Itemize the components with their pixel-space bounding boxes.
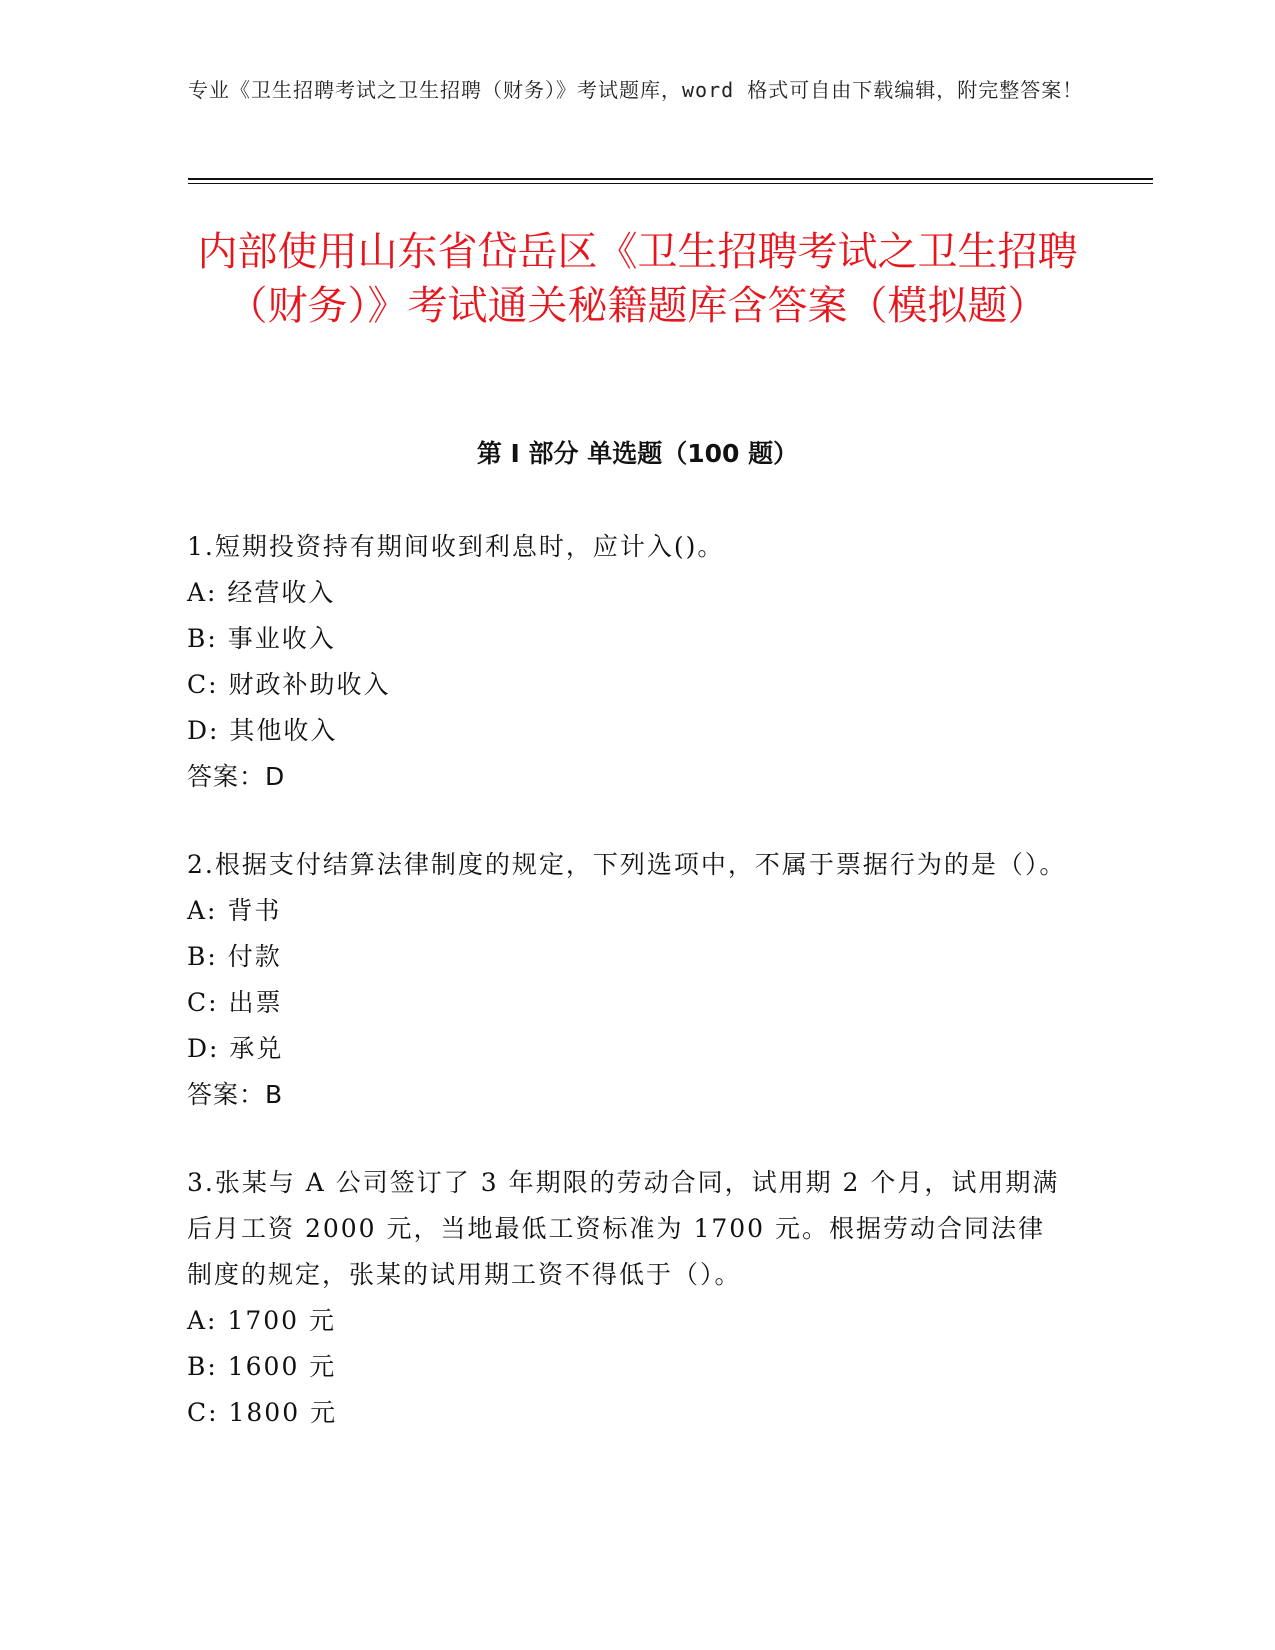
question-1 [187, 524, 1067, 800]
header-note: 专业《卫生招聘考试之卫生招聘（财务）》考试题库，word 格式可自由下载编辑，附完整答案！ [188, 78, 1084, 102]
header-divider-thin [188, 183, 1153, 184]
option-b: B: 付款 [187, 942, 282, 971]
option-a: A: 经营收入 [187, 578, 336, 607]
question-answer: 答案：D [187, 762, 286, 791]
question-list [187, 524, 1067, 1478]
document-title: 内部使用山东省岱岳区《卫生招聘考试之卫生招聘（财务）》考试通关秘籍题库含答案（模拟题） [197, 229, 1078, 329]
option-a: A: 背书 [187, 896, 282, 925]
question-stem: 3.张某与 A 公司签订了 3 年期限的劳动合同，试用期 2 个月，试用期满后月工资 2000 元，当地最低工资标准为 1700 元。根据劳动合同法律制度的规定，张某的试用期工资不得低于（）。 [187, 1168, 1060, 1289]
option-b: B: 1600 元 [187, 1352, 337, 1381]
option-b: B: 事业收入 [187, 624, 336, 653]
header-divider-thick [188, 178, 1153, 180]
option-c: C: 出票 [187, 988, 283, 1017]
section-heading: 第 I 部分 单选题（100 题） [476, 439, 799, 468]
option-d: D: 承兑 [187, 1034, 284, 1063]
question-answer: 答案：B [187, 1080, 284, 1109]
question-stem: 1.短期投资持有期间收到利息时，应计入()。 [187, 532, 725, 561]
question-3 [187, 1160, 1067, 1436]
question-stem: 2.根据支付结算法律制度的规定，下列选项中，不属于票据行为的是（）。 [187, 850, 1067, 879]
option-d: D: 其他收入 [187, 716, 338, 745]
option-c: C: 1800 元 [187, 1398, 338, 1427]
option-c: C: 财政补助收入 [187, 670, 391, 699]
question-2 [187, 842, 1067, 1118]
option-a: A: 1700 元 [187, 1306, 336, 1335]
